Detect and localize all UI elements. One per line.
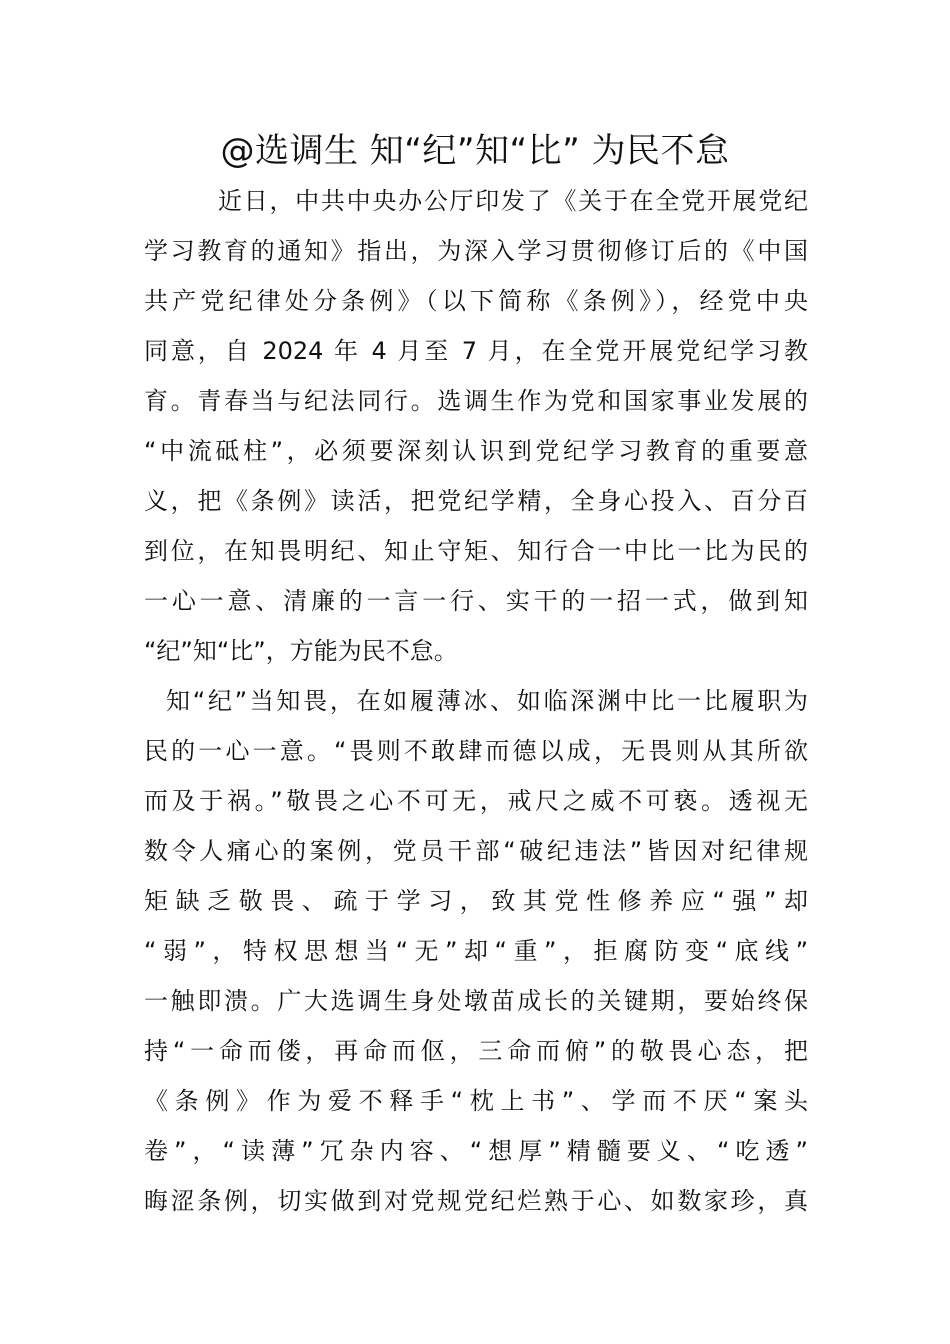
text-line: 义，把《条例》读活，把党纪学精，全身心投入、百分百 bbox=[144, 487, 808, 515]
text-line: 同意，自 2024 年 4 月至 7 月，在全党开展党纪学习教 bbox=[144, 337, 808, 365]
text-line: 一心一意、清廉的一言一行、实干的一招一式，做到知 bbox=[144, 587, 808, 615]
document-body bbox=[144, 176, 808, 1226]
text-line: 近日，中共中央办公厅印发了《关于在全党开展党纪 bbox=[218, 187, 808, 215]
text-line: 知“纪”当知畏，在如履薄冰、如临深渊中比一比履职为 bbox=[166, 687, 808, 715]
text-line: 持“一命而偻，再命而伛，三命而俯”的敬畏心态，把 bbox=[144, 1037, 808, 1065]
text-line: 而及于祸。”敬畏之心不可无，戒尺之威不可亵。透视无 bbox=[144, 787, 808, 815]
paragraph-2 bbox=[144, 676, 808, 1226]
text-line: 矩缺乏敬畏、疏于学习，致其党性修养应“强”却 bbox=[144, 887, 808, 915]
text-line: 《条例》作为爱不释手“枕上书”、学而不厌“案头 bbox=[144, 1087, 808, 1115]
text-line: “弱”，特权思想当“无”却“重”，拒腐防变“底线” bbox=[144, 937, 808, 965]
text-line: 共产党纪律处分条例》（以下简称《条例》），经党中央 bbox=[144, 287, 808, 315]
text-line: 数令人痛心的案例，党员干部“破纪违法”皆因对纪律规 bbox=[144, 837, 808, 865]
text-line: “中流砥柱”，必须要深刻认识到党纪学习教育的重要意 bbox=[144, 437, 808, 465]
text-line: 一触即溃。广大选调生身处墩苗成长的关键期，要始终保 bbox=[144, 987, 808, 1015]
text-line: 晦涩条例，切实做到对党规党纪烂熟于心、如数家珍，真 bbox=[144, 1187, 808, 1215]
text-line: 育。青春当与纪法同行。选调生作为党和国家事业发展的 bbox=[144, 387, 808, 415]
text-line: 卷”，“读薄”冗杂内容、“想厚”精髓要义、“吃透” bbox=[144, 1137, 808, 1165]
text-line: 到位，在知畏明纪、知止守矩、知行合一中比一比为民的 bbox=[144, 537, 808, 565]
text-line: 民的一心一意。“畏则不敢肆而德以成，无畏则从其所欲 bbox=[144, 737, 808, 765]
paragraph-1 bbox=[144, 176, 808, 676]
text-line: 学习教育的通知》指出，为深入学习贯彻修订后的《中国 bbox=[144, 237, 808, 265]
document-title: @选调生 知“纪”知“比” 为民不怠 bbox=[220, 131, 730, 171]
text-line: “纪”知“比”，方能为民不怠。 bbox=[144, 637, 458, 665]
